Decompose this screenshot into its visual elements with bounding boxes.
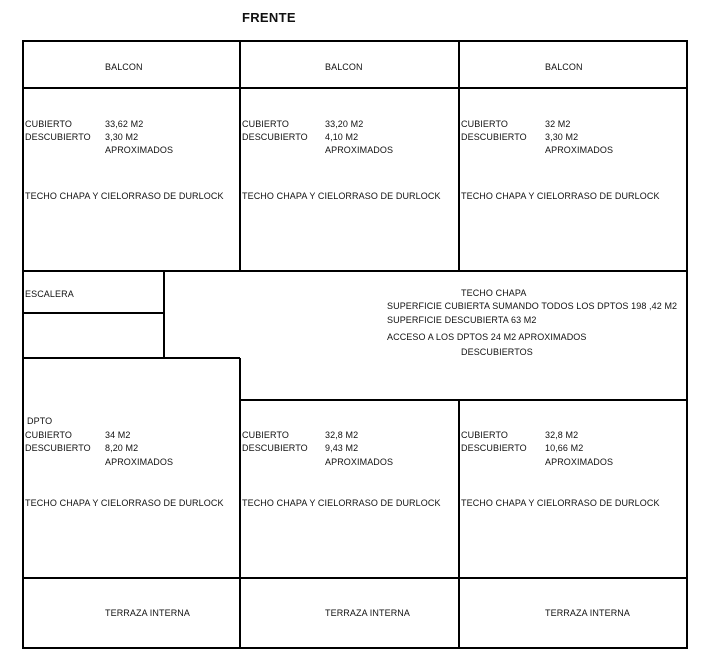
back3-cubierto-value: 32,8 M2 [545, 430, 579, 440]
back2-aprox: APROXIMADOS [325, 457, 394, 467]
page-title: FRENTE [242, 10, 296, 25]
common-heading: TECHO CHAPA [461, 288, 527, 298]
balcony-label-1: BALCON [105, 62, 143, 72]
unit3-cubierto-label: CUBIERTO [461, 119, 508, 129]
unit2-cubierto-label: CUBIERTO [242, 119, 289, 129]
stair-label: ESCALERA [25, 289, 74, 299]
unit3-cubierto-value: 32 M2 [545, 119, 571, 129]
back1-techo: TECHO CHAPA Y CIELORRASO DE DURLOCK [25, 498, 224, 508]
back3-cubierto-label: CUBIERTO [461, 430, 508, 440]
back2-cubierto-value: 32,8 M2 [325, 430, 359, 440]
back3-descubierto-value: 10,66 M2 [545, 443, 584, 453]
unit1-cubierto-label: CUBIERTO [25, 119, 72, 129]
back1-aprox: APROXIMADOS [105, 457, 174, 467]
terrace-label-1: TERRAZA INTERNA [105, 608, 191, 618]
back2-cubierto-label: CUBIERTO [242, 430, 289, 440]
back3-aprox: APROXIMADOS [545, 457, 614, 467]
unit3-techo: TECHO CHAPA Y CIELORRASO DE DURLOCK [461, 191, 660, 201]
back1-descubierto-value: 8,20 M2 [105, 443, 139, 453]
back1-dpto: DPTO [27, 416, 53, 426]
back1-descubierto-label: DESCUBIERTO [25, 443, 91, 453]
back2-descubierto-label: DESCUBIERTO [242, 443, 308, 453]
unit1-descubierto-value: 3,30 M2 [105, 132, 139, 142]
balcony-label-2: BALCON [325, 62, 363, 72]
unit3-descubierto-label: DESCUBIERTO [461, 132, 527, 142]
back2-techo: TECHO CHAPA Y CIELORRASO DE DURLOCK [242, 498, 441, 508]
common-line3: ACCESO A LOS DPTOS 24 M2 APROXIMADOS [387, 332, 587, 342]
balcony-label-3: BALCON [545, 62, 583, 72]
terrace-label-3: TERRAZA INTERNA [545, 608, 631, 618]
back3-descubierto-label: DESCUBIERTO [461, 443, 527, 453]
terrace-label-2: TERRAZA INTERNA [325, 608, 411, 618]
common-line4: DESCUBIERTOS [461, 347, 533, 357]
unit2-descubierto-label: DESCUBIERTO [242, 132, 308, 142]
unit1-cubierto-value: 33,62 M2 [105, 119, 144, 129]
back1-cubierto-label: CUBIERTO [25, 430, 72, 440]
back3-techo: TECHO CHAPA Y CIELORRASO DE DURLOCK [461, 498, 660, 508]
unit1-descubierto-label: DESCUBIERTO [25, 132, 91, 142]
unit2-aprox: APROXIMADOS [325, 145, 394, 155]
unit2-cubierto-value: 33,20 M2 [325, 119, 364, 129]
common-line2: SUPERFICIE DESCUBIERTA 63 M2 [387, 315, 537, 325]
unit2-descubierto-value: 4,10 M2 [325, 132, 359, 142]
back1-cubierto-value: 34 M2 [105, 430, 131, 440]
back2-descubierto-value: 9,43 M2 [325, 443, 359, 453]
unit3-descubierto-value: 3,30 M2 [545, 132, 579, 142]
unit1-aprox: APROXIMADOS [105, 145, 174, 155]
common-line1: SUPERFICIE CUBIERTA SUMANDO TODOS LOS DPTOS 198 ,42 M2 [387, 301, 678, 311]
unit1-techo: TECHO CHAPA Y CIELORRASO DE DURLOCK [25, 191, 224, 201]
unit2-techo: TECHO CHAPA Y CIELORRASO DE DURLOCK [242, 191, 441, 201]
unit3-aprox: APROXIMADOS [545, 145, 614, 155]
